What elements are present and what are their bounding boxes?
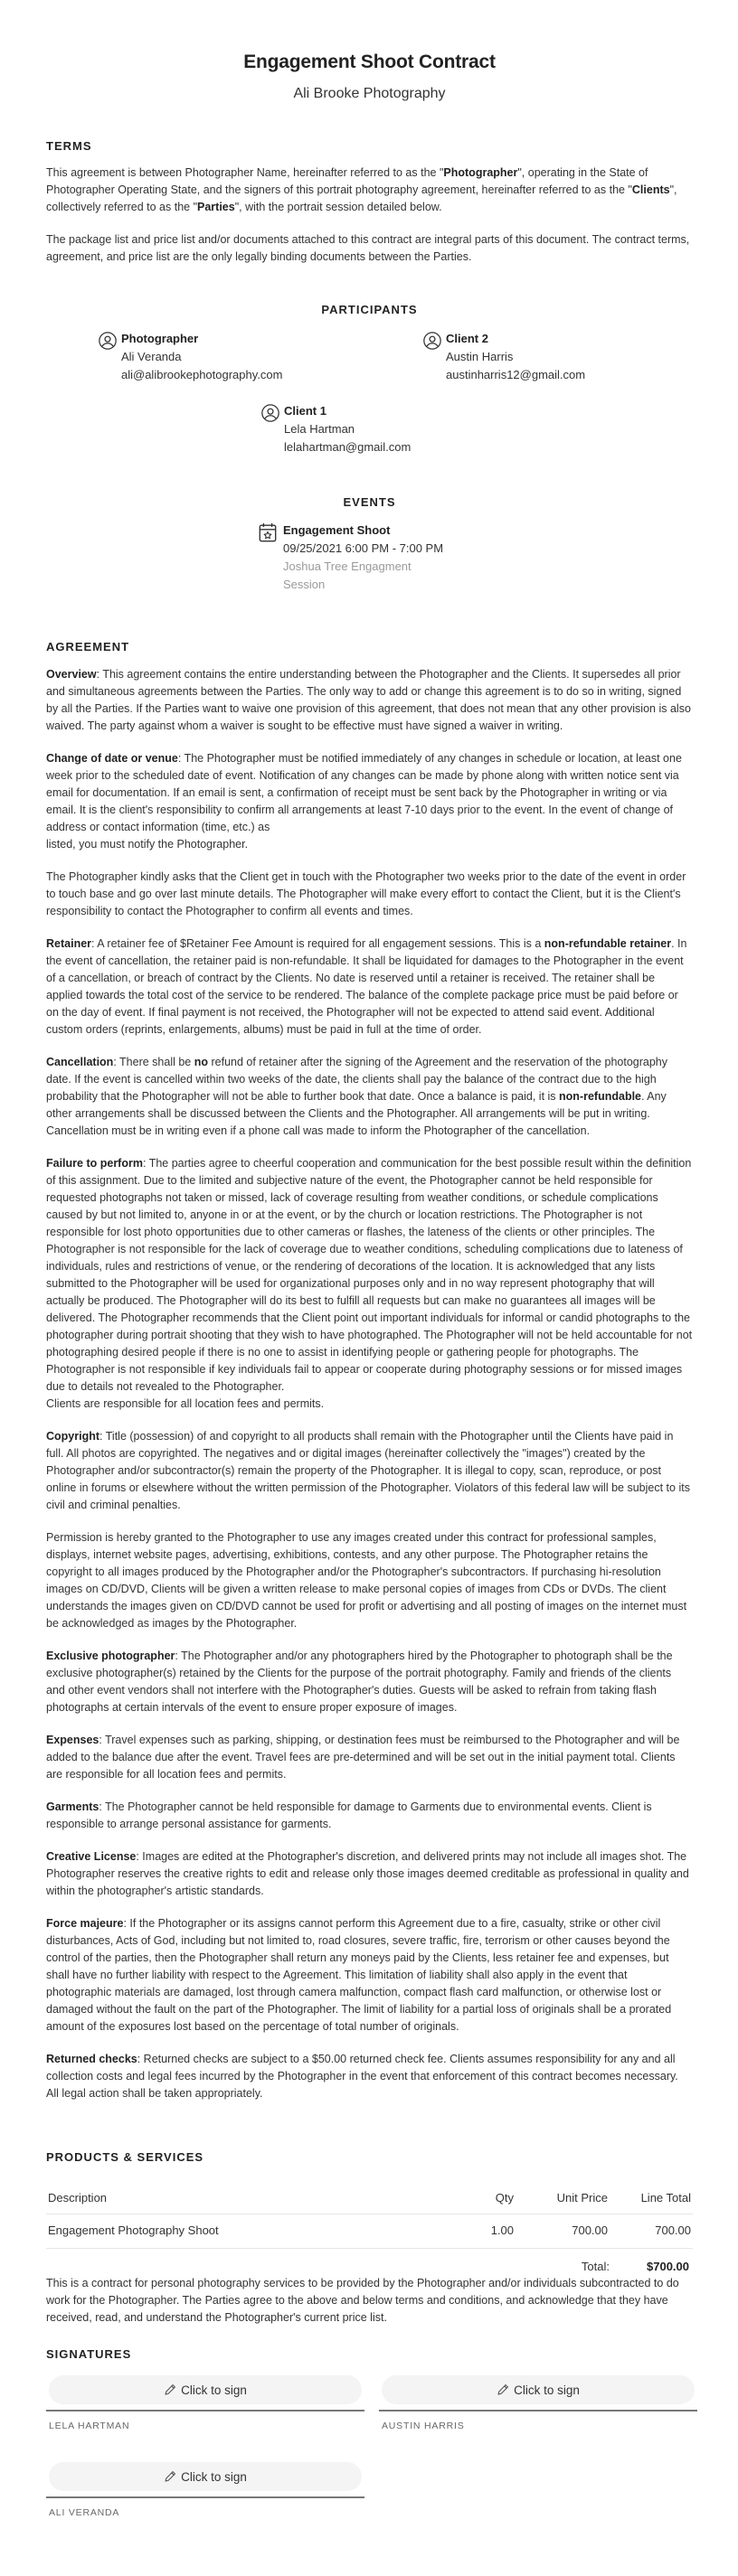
user-circle-icon <box>98 331 118 351</box>
products-table <box>46 2184 693 2249</box>
clause-text: : Images are edited at the Photographer's discretion, and delivered prints may not include all images shot. The Photographer reserves the creative rights to edit and release only those images deemed creditable as professional in quality and within the photographer's artistic standards. <box>46 1850 689 1897</box>
total-value: $700.00 <box>647 2260 689 2273</box>
terms-heading: TERMS <box>46 139 92 153</box>
pencil-icon <box>497 2383 509 2396</box>
event-datetime: 09/25/2021 6:00 PM - 7:00 PM <box>283 541 444 555</box>
clause-overview <box>46 666 693 735</box>
clause-label: Copyright <box>46 1430 100 1443</box>
event-name: Engagement Shoot <box>283 523 391 537</box>
participant-role: Photographer <box>121 332 199 345</box>
signature-block-ali-veranda <box>46 2462 364 2522</box>
participant-name: Lela Hartman <box>284 422 355 436</box>
clause-label: Change of date or venue <box>46 752 178 765</box>
bold-term: Clients <box>631 183 670 196</box>
bold-term: Photographer <box>443 166 518 179</box>
terms-paragraph-2: The package list and price list and/or documents attached to this contract are integral parts of this document. The contract terms, agreement, and price list are the only legally binding documents between the Parties. <box>46 233 690 263</box>
clause-creative-license <box>46 1848 693 1900</box>
clause-text: : There shall be <box>113 1056 194 1068</box>
clause-text: : Returned checks are subject to a $50.00 returned check fee. Clients assumes responsibility for any and all collection costs and legal fees incurred by the Photographer in the event that enforcement of this contract becomes necessary. All legal action shall be taken appropriately. <box>46 2053 678 2100</box>
clause-text: Clients are responsible for all location fees and permits. <box>46 1397 325 1410</box>
participant-email: ali@alibrookephotography.com <box>121 368 283 381</box>
terms-paragraph-1 <box>46 165 693 216</box>
table-header-row <box>46 2184 693 2214</box>
clause-text: : Travel expenses such as parking, shipping, or destination fees must be reimbursed to the Photographer and will be added to the balance due after the event. Travel fees are pre-determined and will be set out in the initial payment total. Clients are responsible for all location fees and permits. <box>46 1734 680 1781</box>
column-description: Description <box>46 2184 458 2214</box>
clause-text: : The Photographer must be notified immediately of any changes in schedule or location, at least one week prior to the scheduled date of event. Notification of any changes can be made by phone along with written notice sent via email for documentation. If an email is sent, a confirmation of receipt must be sent back by the Photographer in writing or via email. It is the client's responsibility to confirm all arrangements at least 7-10 days prior to the event. In the event of change of address or contact information (time, etc.) as <box>46 752 682 833</box>
calendar-star-icon <box>258 522 278 543</box>
user-circle-icon <box>422 331 442 351</box>
text: ", with the portrait session detailed below. <box>234 201 442 213</box>
clause-change-of-date <box>46 750 693 853</box>
clause-label: Force majeure <box>46 1917 124 1930</box>
item-description: Engagement Photography Shoot <box>46 2214 458 2249</box>
item-line-total: 700.00 <box>610 2214 693 2249</box>
column-qty: Qty <box>458 2184 516 2214</box>
clause-text: . Any other arrangements shall be discussed between the Clients and the Photographer. All arrangements will be put in writing. Cancellation must be in writing even if a phone call was made to inform the Photographer of the cancellation. <box>46 1090 667 1137</box>
events-section <box>46 494 693 594</box>
clause-label: Returned checks <box>46 2053 137 2065</box>
bold-term: non-refundable <box>559 1090 641 1103</box>
clause-label: Garments <box>46 1800 99 1813</box>
signer-name: LELA HARTMAN <box>49 2421 130 2431</box>
clause-retainer <box>46 935 693 1039</box>
bold-term: non-refundable retainer <box>544 937 672 950</box>
agreement-heading: AGREEMENT <box>46 640 130 653</box>
participant-name: Ali Veranda <box>121 350 182 363</box>
clause-cancellation <box>46 1054 693 1140</box>
clause-exclusive-photographer <box>46 1648 693 1716</box>
clause-text: : Title (possession) of and copyright to all products shall remain with the Photographer until the Clients have paid in full. All photos are copyrighted. The negatives and or digital images (hereinafter collectively the "images") created by the Photographer and/or subcontractor(s) remain the property of the Photographer. It is illegal to copy, scan, reproduce, or post online in forums or elsewhere without the written permission of the Photographer. Violators of this federal law will be subject to its civil and criminal penalties. <box>46 1430 690 1511</box>
clause-text: : A retainer fee of $Retainer Fee Amount is required for all engagement sessions. This is a <box>91 937 544 950</box>
text: ", collectively referred to as the " <box>46 183 677 213</box>
clause-text: : This agreement contains the entire understanding between the Photographer and the Clients. It supersedes all prior and simultaneous agreements between the Parties. The only way to add or change this agreement is to do so in writing, signed by all the Parties. If the Parties want to waive one provision of this agreement, that does not mean that any other provision is also waived. The party against whom a waiver is sought to be effective must have signed a waiver in writing. <box>46 668 691 732</box>
events-heading: EVENTS <box>343 495 396 509</box>
clause-failure-to-perform <box>46 1155 693 1413</box>
total-label: Total: <box>581 2260 610 2273</box>
column-line-total: Line Total <box>610 2184 693 2214</box>
signature-block-lela-hartman <box>46 2375 364 2435</box>
participant-client-1 <box>260 402 411 456</box>
clause-text: : The Photographer and/or any photographers hired by the Photographer to photograph shall be the exclusive photographer(s) retained by the Clients for the purpose of the portrait photography. Family and friends of the clients and other event vendors shall not interfere with the Photographer's duties. Guests will be asked to refrain from taking flash photographs at certain intervals of the event to ensure proper exposure of images. <box>46 1650 673 1714</box>
signer-name: ALI VERANDA <box>49 2507 120 2518</box>
participant-name: Austin Harris <box>446 350 514 363</box>
click-to-sign-button[interactable] <box>49 2462 362 2491</box>
bold-term: Parties <box>197 201 235 213</box>
clause-label: Retainer <box>46 937 92 950</box>
click-to-sign-button[interactable] <box>49 2375 362 2404</box>
table-row <box>46 2214 693 2249</box>
sign-label: Click to sign <box>181 2469 247 2484</box>
clause-text: refund of retainer after the signing of the Agreement and the reservation of the photography date. If the event is cancelled within two weeks of the date, the clients shall pay the balance of the contract due to the high probability that the Photographer will not be able to further book that date. Once a balance is paid, it is <box>46 1056 667 1103</box>
clause-text: . In the event of cancellation, the retainer paid is non-refundable. It shall be liquidated for damages to the Photographer in the event of a cancellation, or breach of contract by the Clients. No date is reserved until a retainer is received. The retainer shall be applied towards the total cost of the service to be rendered. The balance of the complete package price must be paid before or on the day of event. If final payment is not received, the Photographer will not be expected to attend said event. Additional custom orders (reprints, enlargements, albums) must be paid in full at the time of order. <box>46 937 687 1036</box>
text: This agreement is between Photographer Name, hereinafter referred to as the " <box>46 166 444 179</box>
participant-photographer <box>98 330 282 384</box>
sign-label: Click to sign <box>181 2383 247 2397</box>
clause-label: Overview <box>46 668 97 681</box>
item-unit-price: 700.00 <box>516 2214 610 2249</box>
closing-statement: This is a contract for personal photography services to be provided by the Photographer and/or individuals subcontracted to do work for the Photographer. The Parties agree to the above and below terms and conditions, and acknowledge that they have received, read, and understand the Photographer's current price list. <box>46 2277 679 2324</box>
signatures-section <box>46 2346 693 2522</box>
signer-name: AUSTIN HARRIS <box>382 2421 465 2431</box>
company-name: Ali Brooke Photography <box>293 86 446 101</box>
clause-text: : The Photographer cannot be held responsible for damage to Garments due to environmental events. Client is responsible to arrange personal assistance for garments. <box>46 1800 652 1830</box>
page-title: Engagement Shoot Contract <box>243 52 496 72</box>
clause-text: : If the Photographer or its assigns cannot perform this Agreement due to a fire, casualty, strike or other civil disturbances, Acts of God, including but not limited to, road closures, severe traffic, fire, terrorism or other causes beyond the control of the parties, then the Photographer shall return any moneys paid by the Clients, less retainer fee and expenses, but shall have no further liability with respect to the Agreement. This limitation of liability shall also apply in the event that photographic materials are damaged, lost through camera malfunction, compact flash card malfunction, or otherwise lost or damaged without the fault on the part of the Photographer. The limit of liability for a partial loss of originals shall be a prorated amount of the exposures lost based on the percentage of total number of originals. <box>46 1917 672 2033</box>
signatures-heading: SIGNATURES <box>46 2347 132 2361</box>
clause-text: : The parties agree to cheerful cooperation and communication for the best possible result within the definition of this assignment. Due to the limited and subjective nature of the event, the Photographer cannot be held responsible for requested photographs not taken or missed, lack of coverage resulting from weather conditions, or schedule complications caused by but not limited to, anyone in or at the event, or by the church or location restrictions. The Photographer is not responsible for lost photo opportunities due to other cameras or flashes, the lateness of the clients or other principles. The Photographer is not responsible for the lack of coverage due to weather conditions, scheduling complications due to lateness of individuals, rules and restrictions of venue, or the rendering of decorations of the location. It is acknowledged that any lists submitted to the Photographer will be used for organizational purposes only and in no way represent photography that will actually be produced. The Photographer will do its best to fulfill all requests but can make no guarantees all images will be delivered. The Photographer recommends that the Client point out important individuals for informal or candid photographs to the photographer during portrait shooting that they wish to have photographed. The Photographer will not be held accountable for not photographing desired people if there is no one to assist in identifying people or gathering people for photographs. The Photographer is not responsible if key individuals fail to appear or cooperate during photography sessions or for missed images due to details not revealed to the Photographer. <box>46 1157 693 1393</box>
sign-label: Click to sign <box>514 2383 580 2397</box>
clause-garments <box>46 1799 693 1833</box>
signature-line <box>379 2410 697 2411</box>
total-row <box>46 2258 693 2275</box>
clause-contact: The Photographer kindly asks that the Client get in touch with the Photographer two weeks prior to the date of the event in order to touch base and go over last minute details. The Photographer will make every effort to contact the Client, but it is the Client's responsibility to contact the Photographer to confirm all events and times. <box>46 870 686 917</box>
text: ", operating in the State of Photographer Operating State, and the signers of this portrait photography agreement, hereinafter referred to as the " <box>46 166 648 196</box>
bold-term: no <box>194 1056 209 1068</box>
clause-permission: Permission is hereby granted to the Photographer to use any images created under this contract for professional samples, displays, internet website pages, advertising, exhibitions, contests, and any other purpose. The Photographer retains the copyright to all images produced by the Photographer and/or the Photographer's subcontractors. If purchasing hi-resolution images on CD/DVD, Clients will be given a written release to make personal copies of images from CDs or DVDs. The client understands the images given on CD/DVD cannot be used for profit or advertising and all posting of images on the internet must be acknowledged as images by the Photographer. <box>46 1531 687 1630</box>
products-heading: PRODUCTS & SERVICES <box>46 2150 204 2164</box>
participants-heading: PARTICIPANTS <box>321 303 418 316</box>
event-description: Joshua Tree Engagment Session <box>283 559 412 591</box>
participant-email: austinharris12@gmail.com <box>446 368 586 381</box>
products-section <box>46 2149 693 2275</box>
participant-role: Client 1 <box>284 404 326 418</box>
agreement-section <box>46 639 693 2102</box>
clause-expenses <box>46 1732 693 1783</box>
event-item <box>258 522 693 594</box>
clause-copyright <box>46 1428 693 1514</box>
participant-role: Client 2 <box>446 332 488 345</box>
clause-text: listed, you must notify the Photographer. <box>46 838 249 851</box>
clause-label: Exclusive photographer <box>46 1650 175 1662</box>
column-unit-price: Unit Price <box>516 2184 610 2214</box>
clause-label: Expenses <box>46 1734 99 1746</box>
clause-label: Failure to perform <box>46 1157 143 1170</box>
item-qty: 1.00 <box>458 2214 516 2249</box>
click-to-sign-button[interactable] <box>382 2375 695 2404</box>
pencil-icon <box>164 2470 176 2483</box>
participants-section <box>46 302 693 475</box>
signature-line <box>46 2410 364 2411</box>
clause-label: Creative License <box>46 1850 137 1863</box>
clause-force-majeure <box>46 1915 693 2035</box>
pencil-icon <box>164 2383 176 2396</box>
participant-email: lelahartman@gmail.com <box>284 440 412 454</box>
clause-returned-checks <box>46 2051 693 2102</box>
signature-line <box>46 2496 364 2498</box>
terms-section <box>46 138 693 266</box>
clause-label: Cancellation <box>46 1056 114 1068</box>
signature-block-austin-harris <box>379 2375 697 2435</box>
user-circle-icon <box>260 403 280 423</box>
participant-client-2 <box>422 330 585 384</box>
